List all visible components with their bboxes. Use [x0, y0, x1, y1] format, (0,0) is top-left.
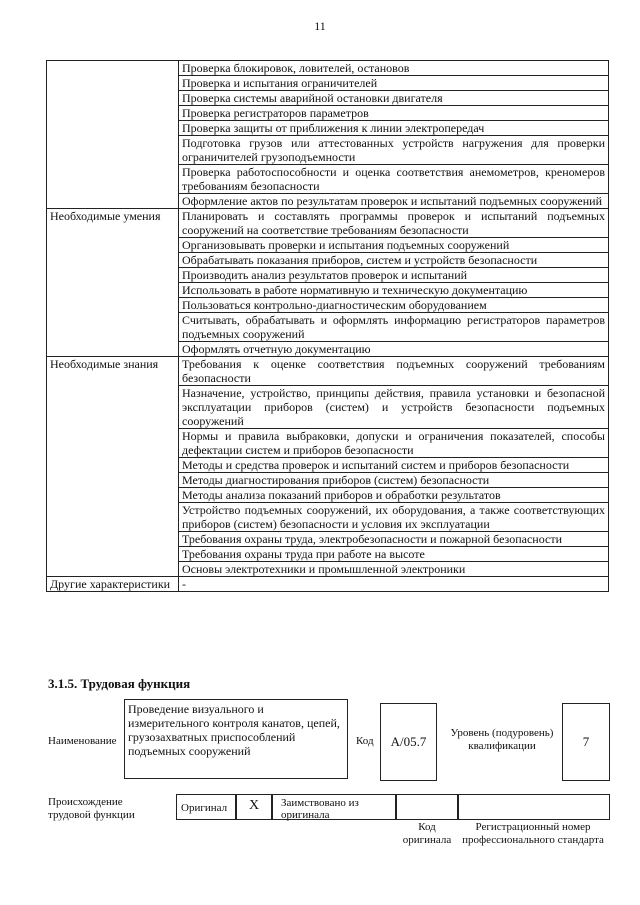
item-cell: Считывать, обрабатывать и оформлять информацию регистраторов параметров подъемных сооружений — [179, 313, 609, 342]
item-cell: Требования охраны труда при работе на высоте — [179, 547, 609, 562]
item-cell: Проверка системы аварийной остановки двигателя — [179, 91, 609, 106]
original-cell: Оригинал — [176, 794, 236, 820]
item-cell: - — [179, 577, 609, 592]
origin-row — [176, 794, 610, 820]
item-cell: Методы анализа показаний приборов и обработки результатов — [179, 488, 609, 503]
item-cell: Оформлять отчетную документацию — [179, 342, 609, 357]
origin-label: Происхождение трудовой функции — [48, 796, 135, 821]
category-cell — [47, 61, 179, 209]
code-label: Код — [356, 735, 374, 747]
item-cell: Требования к оценке соответствия подъемных сооружений требованиям безопасности — [179, 357, 609, 386]
item-cell: Проверка защиты от приближения к линии электропередач — [179, 121, 609, 136]
name-label: Наименование — [48, 735, 117, 747]
item-cell: Использовать в работе нормативную и техническую документацию — [179, 283, 609, 298]
level-label: Уровень (подуровень) квалификации — [450, 727, 554, 752]
table-row — [47, 209, 609, 238]
original-code-cell — [396, 794, 458, 820]
category-cell: Необходимые знания — [47, 357, 179, 577]
function-name-box: Проведение визуального и измерительного контроля канатов, цепей, грузозахватных приспособлений подъемных сооружений — [124, 699, 348, 779]
registration-number-cell — [458, 794, 610, 820]
requirements-table — [46, 60, 609, 592]
code-caption: Код оригинала — [402, 821, 452, 846]
item-cell: Устройство подъемных сооружений, их оборудования, а также соответствующих приборов (систем) безопасности и условия их эксплуатации — [179, 503, 609, 532]
item-cell: Методы и средства проверок и испытаний систем и приборов безопасности — [179, 458, 609, 473]
level-box: 7 — [562, 703, 610, 781]
item-cell: Пользоваться контрольно-диагностическим оборудованием — [179, 298, 609, 313]
item-cell: Оформление актов по результатам проверок и испытаний подъемных сооружений — [179, 194, 609, 209]
item-cell: Проверка регистраторов параметров — [179, 106, 609, 121]
item-cell: Требования охраны труда, электробезопасности и пожарной безопасности — [179, 532, 609, 547]
table-row — [47, 61, 609, 76]
category-cell: Необходимые умения — [47, 209, 179, 357]
item-cell: Подготовка грузов или аттестованных устройств нагружения для проверки ограничителей грузоподъемности — [179, 136, 609, 165]
category-cell: Другие характеристики — [47, 577, 179, 592]
item-cell: Основы электротехники и промышленной электроники — [179, 562, 609, 577]
registration-caption: Регистрационный номер профессионального стандарта — [462, 821, 604, 846]
table-row — [47, 577, 609, 592]
table-row — [47, 357, 609, 386]
item-cell: Нормы и правила выбраковки, допуски и ограничения показателей, способы дефектации систем и приборов безопасности — [179, 429, 609, 458]
item-cell: Планировать и составлять программы проверок и испытаний подъемных сооружений на соответствие требованиям безопасности — [179, 209, 609, 238]
item-cell: Методы диагностирования приборов (систем) безопасности — [179, 473, 609, 488]
item-cell: Проверка работоспособности и оценка соответствия анемометров, креномеров требованиям безопасности — [179, 165, 609, 194]
item-cell: Проверка блокировок, ловителей, остановов — [179, 61, 609, 76]
page-number: 11 — [314, 19, 326, 33]
item-cell: Организовывать проверки и испытания подъемных сооружений — [179, 238, 609, 253]
item-cell: Производить анализ результатов проверок и испытаний — [179, 268, 609, 283]
item-cell: Назначение, устройство, принципы действия, правила установки и безопасной эксплуатации приборов (систем) и устройств безопасности подъемных сооружений — [179, 386, 609, 429]
borrowed-cell: Заимствовано из оригинала — [272, 794, 396, 820]
function-code-box: А/05.7 — [380, 703, 437, 781]
original-mark: X — [236, 794, 272, 820]
item-cell: Обрабатывать показания приборов, систем и устройств безопасности — [179, 253, 609, 268]
section-title: 3.1.5. Трудовая функция — [48, 676, 191, 691]
item-cell: Проверка и испытания ограничителей — [179, 76, 609, 91]
